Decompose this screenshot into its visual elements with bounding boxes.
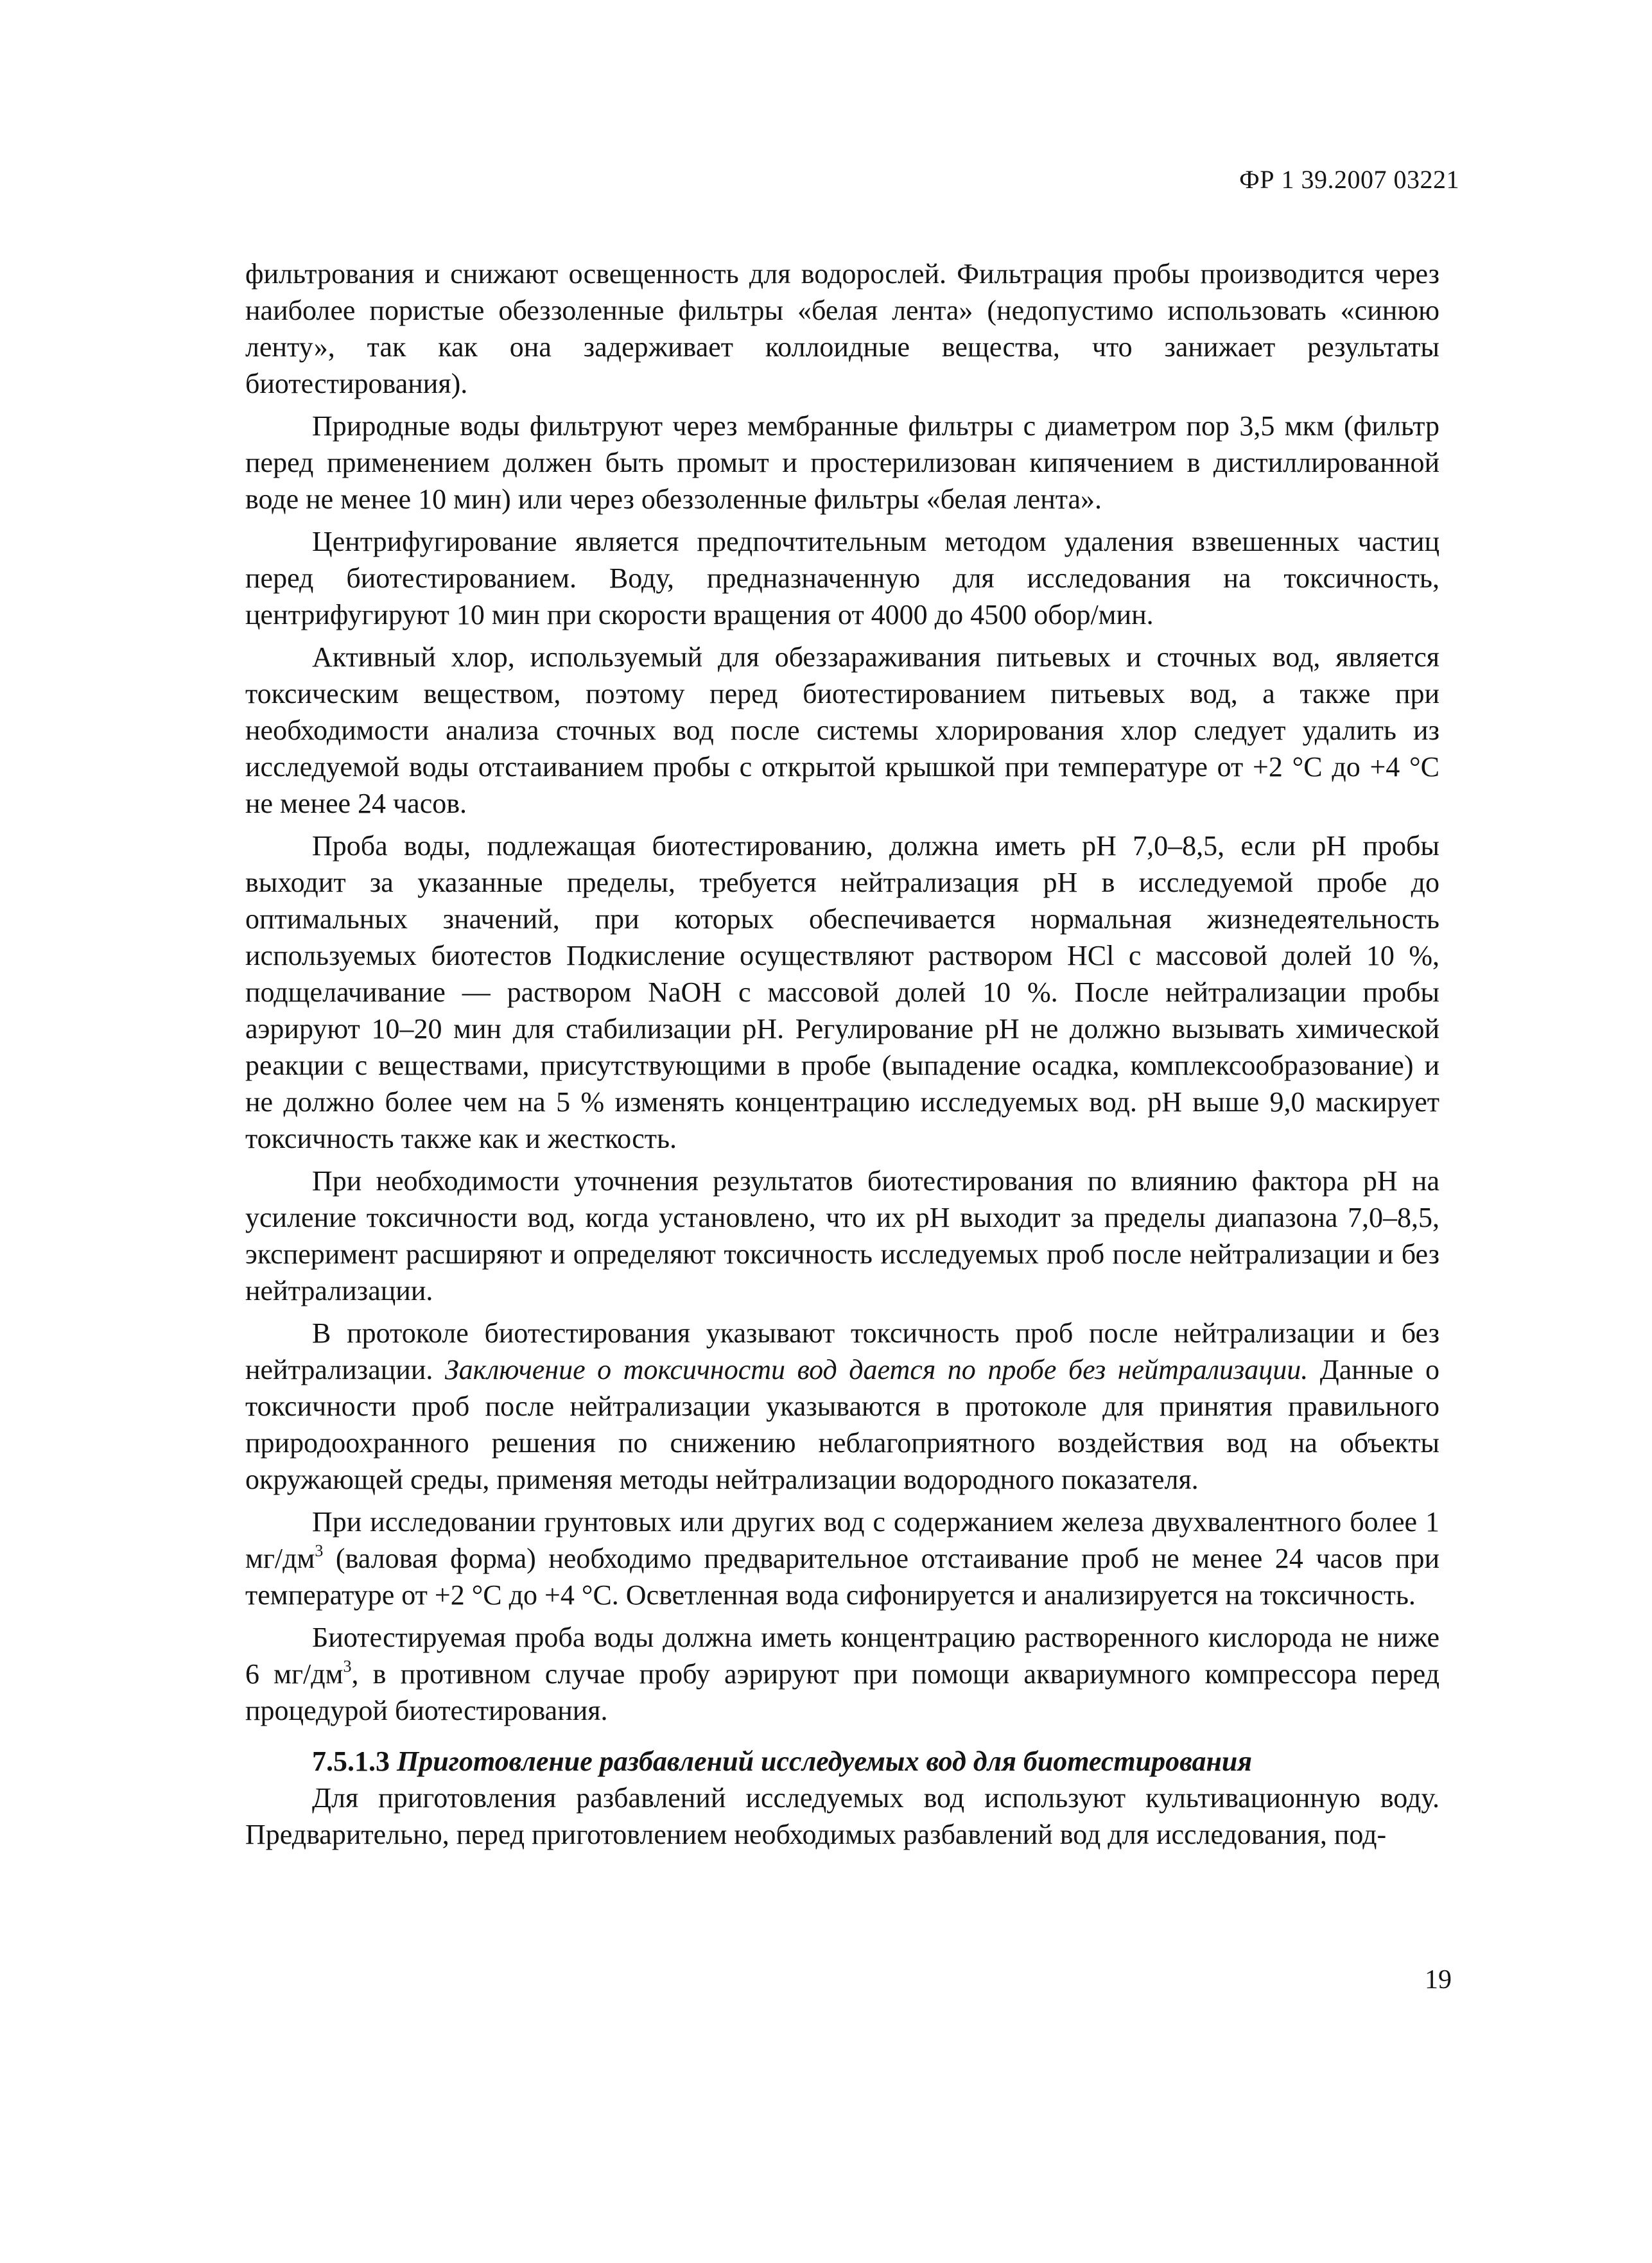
page-number: 19 xyxy=(1425,1965,1452,1995)
groundwater-text-start: При исследовании грунтовых или других вод с содержанием железа двухвалентного более 1 мг/дм xyxy=(245,1506,1439,1574)
oxygen-text-end: , в противном случае пробу аэрируют при помощи аквариумного компрессора перед процедурой биотестирования. xyxy=(245,1658,1439,1726)
paragraph-active-chlorine: Активный хлор, используемый для обеззараживания питьевых и сточных вод, является токсическим веществом, поэтому перед биотестированием питьевых вод, а также при необходимости анализа сточных вод после системы хлорирования хлор следует удалить из исследуемой воды отстаиванием пробы с открытой крышкой при температуре от +2 °С до +4 °С не менее 24 часов. xyxy=(245,641,1439,819)
section-heading-7-5-1-3 xyxy=(245,1743,1439,1780)
protocol-conclusion-italic: Заключение о токсичности вод дается по пробе без нейтрализации. xyxy=(444,1354,1309,1385)
document-code-header: ФР 1 39.2007 03221 xyxy=(1239,165,1459,194)
paragraph-filtration-continued: фильтрования и снижают освещенность для водорослей. Фильтрация пробы производится через наиболее пористые обеззоленные фильтры «белая лента» (недопустимо использовать «синюю ленту», так как она задерживает коллоидные вещества, что занижает результаты биотестирования). xyxy=(245,258,1439,399)
paragraph-dilutions: Для приготовления разбавлений исследуемых вод используют культивационную воду. Предварительно, перед приготовлением необходимых разбавлений вод для исследования, под- xyxy=(245,1782,1439,1850)
paragraph-centrifugation: Центрифугирование является предпочтительным методом удаления взвешенных частиц перед биотестированием. Воду, предназначенную для исследования на токсичность, центрифугируют 10 мин при скорости вращения от 4000 до 4500 обор/мин. xyxy=(245,526,1439,630)
protocol-text-start: В протоколе биотестирования указывают токсичность проб после нейтрализации и без нейтрализации. xyxy=(245,1317,1439,1385)
section-number: 7.5.1.3 xyxy=(312,1746,397,1777)
paragraph-dissolved-oxygen xyxy=(245,1619,1439,1729)
paragraph-ph-experiment: При необходимости уточнения результатов биотестирования по влиянию фактора рН на усиление токсичности вод, когда установлено, что их рН выходит за пределы диапазона 7,0–8,5, эксперимент расширяют и определяют токсичность исследуемых проб после нейтрализации и без нейтрализации. xyxy=(245,1165,1439,1306)
oxygen-superscript: 3 xyxy=(343,1657,352,1676)
section-title: Приготовление разбавлений исследуемых вод для биотестирования xyxy=(397,1746,1253,1777)
paragraph-groundwater-iron xyxy=(245,1504,1439,1613)
document-body xyxy=(245,256,1439,1859)
paragraph-ph-neutralization: Проба воды, подлежащая биотестированию, должна иметь рН 7,0–8,5, если рН пробы выходит за указанные пределы, требуется нейтрализация рН в исследуемой пробе до оптимальных значений, при которых обеспечивается нормальная жизнедеятельность используемых биотестов Подкисление осуществляют раствором HCl с массовой долей 10 %, подщелачивание — раствором NaOH с массовой долей 10 %. После нейтрализации пробы аэрируют 10–20 мин для стабилизации рН. Регулирование рН не должно вызывать химической реакции с веществами, присутствующими в пробе (выпадение осадка, комплексообразование) и не должно более чем на 5 % изменять концентрацию исследуемых вод. рН выше 9,0 маскирует токсичность также как и жесткость. xyxy=(245,830,1439,1154)
groundwater-superscript: 3 xyxy=(315,1541,324,1560)
paragraph-natural-waters: Природные воды фильтруют через мембранные фильтры с диаметром пор 3,5 мкм (фильтр перед применением должен быть промыт и простерилизован кипячением в дистиллированной воде не менее 10 мин) или через обеззоленные фильтры «белая лента». xyxy=(245,410,1439,515)
oxygen-text-start: Биотестируемая проба воды должна иметь концентрацию растворенного кислорода не ниже 6 мг/дм xyxy=(245,1622,1439,1690)
paragraph-protocol xyxy=(245,1315,1439,1498)
groundwater-text-end: (валовая форма) необходимо предварительное отстаивание проб не менее 24 часов при температуре от +2 °С до +4 °С. Осветленная вода сифонируется и анализируется на токсичность. xyxy=(245,1543,1439,1611)
protocol-text-end: Данные о токсичности проб после нейтрализации указываются в протоколе для принятия правильного природоохранного решения по снижению неблагоприятного воздействия вод на объекты окружающей среды, применяя методы нейтрализации водородного показателя. xyxy=(245,1354,1439,1495)
